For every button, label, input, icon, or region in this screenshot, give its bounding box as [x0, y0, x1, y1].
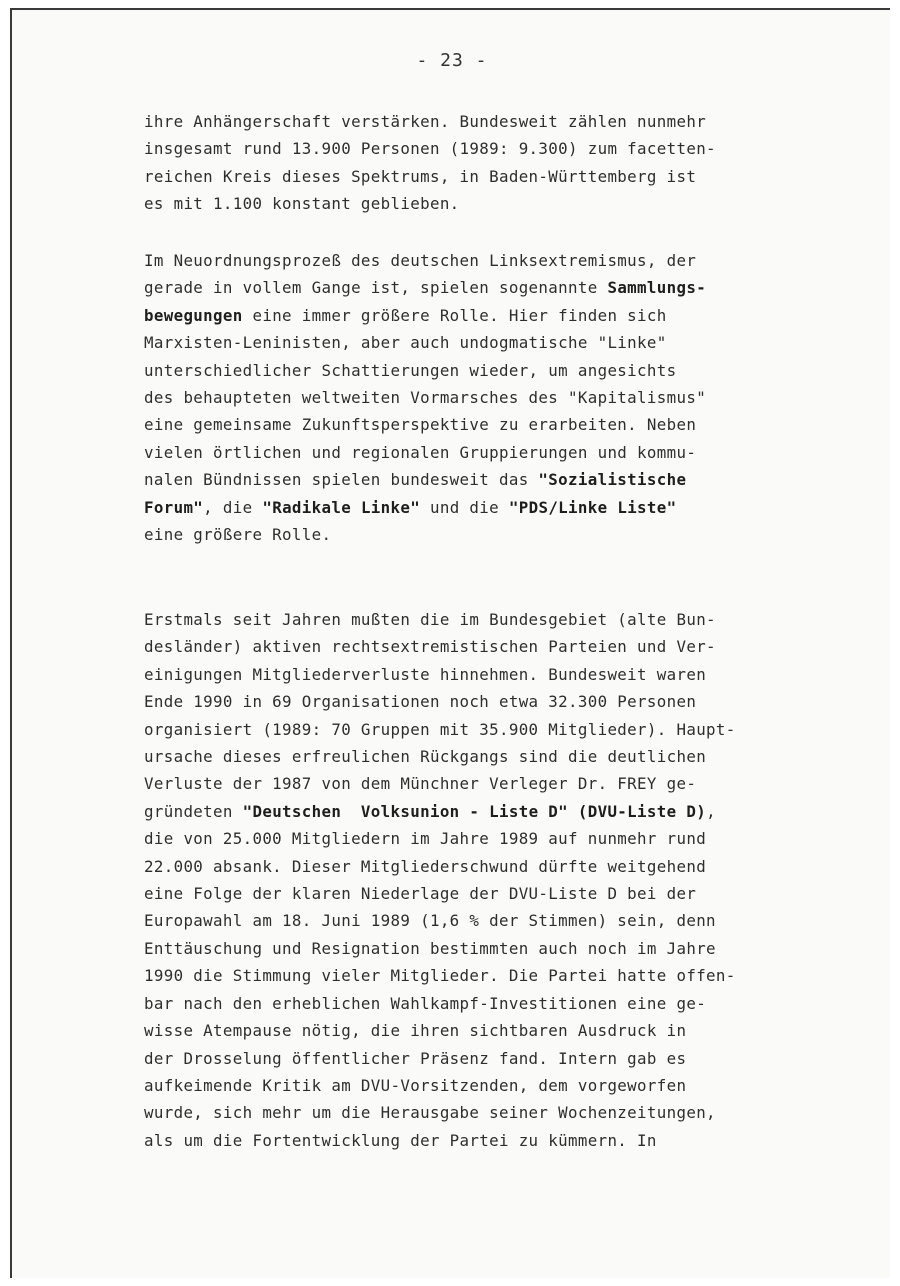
text-segment: 22.000 absank. Dieser Mitgliederschwund dürfte weitgehend — [144, 856, 707, 876]
text-line — [144, 661, 794, 688]
bold-term: "PDS/Linke Liste" — [508, 497, 677, 517]
text-segment: insgesamt rund 13.900 Personen (1989: 9.300) zum facetten- — [144, 139, 716, 159]
page-number: - 23 - — [416, 50, 488, 71]
text-segment: Im Neuordnungsprozeß des deutschen Linksextremismus, der — [144, 251, 697, 270]
text-line — [144, 907, 794, 934]
text-segment: Erstmals seit Jahren mußten die im Bundesgebiet (alte Bun- — [144, 610, 716, 629]
text-line — [144, 521, 794, 548]
text-line — [144, 688, 794, 715]
text-line — [144, 935, 794, 962]
text-line — [144, 853, 794, 880]
text-line — [144, 190, 794, 217]
text-line — [144, 770, 794, 797]
text-segment: als um die Fortentwicklung der Partei zu kümmern. In — [144, 1130, 657, 1150]
bold-term: "Radikale Linke" — [262, 497, 421, 517]
text-segment: ihre Anhängerschaft verstärken. Bundesweit zählen nunmehr — [144, 112, 707, 131]
text-segment: einigungen Mitgliederverluste hinnehmen. Bundesweit waren — [144, 664, 707, 684]
text-line — [144, 357, 794, 384]
text-line — [144, 163, 794, 190]
text-line — [144, 962, 794, 989]
bold-term: "Deutschen Volksunion - Liste D" (DVU-Liste D) — [242, 801, 707, 821]
document-page — [10, 8, 890, 1278]
text-segment: ursache dieses erfreulichen Rückgangs sind die deutlichen — [144, 747, 707, 767]
text-line — [144, 439, 794, 466]
text-segment: organisiert (1989: 70 Gruppen mit 35.900 Mitglieder). Haupt- — [144, 719, 736, 739]
text-segment: unterschiedlicher Schattierungen wieder, um angesichts — [144, 360, 677, 380]
text-segment: , die — [203, 497, 263, 517]
text-segment: wisse Atempause nötig, die ihren sichtbaren Ausdruck in — [144, 1021, 687, 1041]
text-line — [144, 1127, 794, 1154]
bold-term: "Sozialistische — [538, 470, 687, 490]
text-segment: eine gemeinsame Zukunftsperspektive zu erarbeiten. Neben — [144, 415, 697, 435]
text-segment: vielen örtlichen und regionalen Gruppierungen und kommu- — [144, 442, 697, 462]
text-line — [144, 108, 794, 135]
text-segment: und die — [420, 497, 509, 517]
text-line — [144, 329, 794, 356]
text-segment: die von 25.000 Mitgliedern im Jahre 1989 auf nunmehr rund — [144, 829, 707, 849]
text-segment: gerade in vollem Gange ist, spielen sogenannte — [144, 278, 608, 298]
text-line — [144, 1099, 794, 1126]
text-segment: desländer) aktiven rechtsextremistischen Parteien und Ver- — [144, 637, 716, 657]
text-line — [144, 135, 794, 162]
text-segment: wurde, sich mehr um die Herausgabe seiner Wochenzeitungen, — [144, 1103, 716, 1123]
text-segment: Enttäuschung und Resignation bestimmten auch noch im Jahre — [144, 938, 716, 958]
text-line — [144, 1017, 794, 1044]
text-segment: reichen Kreis dieses Spektrums, in Baden-Württemberg ist — [144, 166, 697, 186]
text-segment: eine Folge der klaren Niederlage der DVU-Liste D bei der — [144, 884, 697, 904]
text-segment: es mit 1.100 konstant geblieben. — [144, 194, 460, 214]
text-segment: Ende 1990 in 69 Organisationen noch etwa 32.300 Personen — [144, 692, 697, 712]
text-segment: der Drosselung öffentlicher Präsenz fand. Intern gab es — [144, 1048, 687, 1068]
text-segment: , — [706, 801, 716, 821]
bold-term: Forum" — [144, 497, 204, 517]
text-line — [144, 743, 794, 770]
text-line — [144, 633, 794, 660]
paragraph-followers — [144, 108, 794, 218]
text-segment: nalen Bündnissen spielen bundesweit das — [144, 470, 539, 490]
text-segment: Europawahl am 18. Juni 1989 (1,6 % der Stimmen) sein, denn — [144, 911, 716, 931]
text-segment: aufkeimende Kritik am DVU-Vorsitzenden, dem vorgeworfen — [144, 1075, 687, 1095]
text-line — [144, 1045, 794, 1072]
paragraph-right-extremism — [144, 606, 794, 1154]
text-segment: eine größere Rolle. — [144, 525, 332, 545]
text-line — [144, 466, 794, 493]
bold-term: Sammlungs- — [607, 278, 707, 298]
text-line — [144, 990, 794, 1017]
text-segment: des behaupteten weltweiten Vormarsches des "Kapitalismus" — [144, 388, 707, 408]
text-line — [144, 274, 794, 301]
paragraph-left-regrouping — [144, 247, 794, 548]
text-line — [144, 1072, 794, 1099]
text-line — [144, 825, 794, 852]
text-line — [144, 606, 794, 633]
text-line — [144, 247, 794, 274]
text-segment: Verluste der 1987 von dem Münchner Verleger Dr. FREY ge- — [144, 774, 697, 794]
text-line — [144, 302, 794, 329]
text-segment: bar nach den erheblichen Wahlkampf-Investitionen eine ge- — [144, 993, 707, 1013]
text-line — [144, 411, 794, 438]
text-line — [144, 880, 794, 907]
text-segment: gründeten — [144, 801, 243, 821]
text-segment: eine immer größere Rolle. Hier finden sich — [242, 305, 667, 325]
text-line — [144, 716, 794, 743]
bold-term: bewegungen — [144, 305, 243, 325]
text-line — [144, 798, 794, 825]
text-segment: Marxisten-Leninisten, aber auch undogmatische "Linke" — [144, 333, 667, 353]
text-line — [144, 494, 794, 521]
text-segment: 1990 die Stimmung vieler Mitglieder. Die Partei hatte offen- — [144, 966, 736, 986]
text-line — [144, 384, 794, 411]
